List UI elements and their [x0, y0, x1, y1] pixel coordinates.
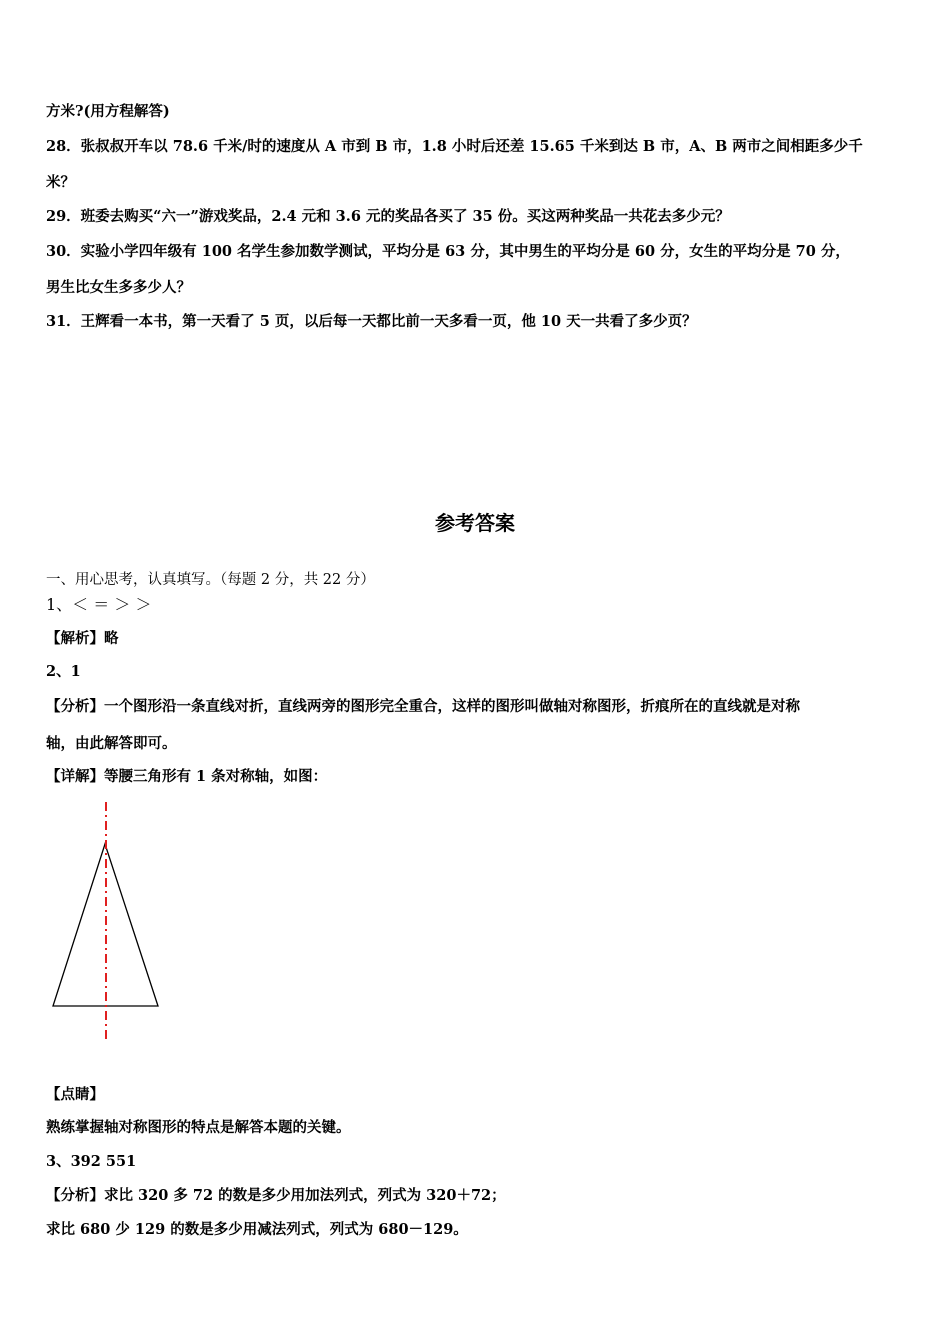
answer-3: 3、392 551: [46, 1153, 137, 1170]
q30-line2: 男生比女生多多少人？: [46, 279, 191, 296]
q31: 31．王辉看一本书，第一天看了 5 页，以后每一天都比前一天多看一页，他 10 天一共看了多少页？: [46, 313, 697, 330]
q28-line1: 28．张叔叔开车以 78.6 千米/时的速度从 A 市到 B 市，1.8 小时后还差 15.65 千米到达 B 市，A、B 两市之间相距多少千: [46, 138, 863, 155]
answer-2-detail: 【详解】等腰三角形有 1 条对称轴，如图：: [46, 768, 328, 785]
answer-2-analysis-line2: 轴，由此解答即可。: [46, 735, 177, 752]
answer-3-analysis-line1: 【分析】求比 320 多 72 的数是多少用加法列式，列式为 320＋72；: [46, 1187, 506, 1204]
answer-2-point-label: 【点睛】: [46, 1086, 104, 1103]
q27-tail: 方米?(用方程解答): [46, 103, 170, 120]
answer-1: 1、＜ ＝ ＞ ＞: [46, 595, 152, 614]
section1-heading: 一、用心思考，认真填写。（每题 2 分，共 22 分）: [46, 572, 375, 588]
q30-line1: 30．实验小学四年级有 100 名学生参加数学测试，平均分是 63 分，其中男生的平均分是 60 分，女生的平均分是 70 分，: [46, 243, 850, 260]
answer-2: 2、1: [46, 663, 81, 680]
answer-2-point: 熟练掌握轴对称图形的特点是解答本题的关键。: [46, 1119, 351, 1136]
answer-1-analysis: 【解析】略: [46, 630, 119, 647]
answer-3-analysis-line2: 求比 680 少 129 的数是多少用减法列式，列式为 680－129。: [46, 1221, 468, 1238]
answer-2-analysis-line1: 【分析】一个图形沿一条直线对折，直线两旁的图形完全重合，这样的图形叫做轴对称图形，折痕所在的直线就是对称: [46, 698, 800, 715]
q28-line2: 米？: [46, 174, 75, 191]
isosceles-triangle-figure: [40, 797, 180, 1047]
answers-title: 参考答案: [435, 511, 515, 535]
q29: 29．班委去购买“六一”游戏奖品，2.4 元和 3.6 元的奖品各买了 35 份。买这两种奖品一共花去多少元？: [46, 208, 730, 225]
